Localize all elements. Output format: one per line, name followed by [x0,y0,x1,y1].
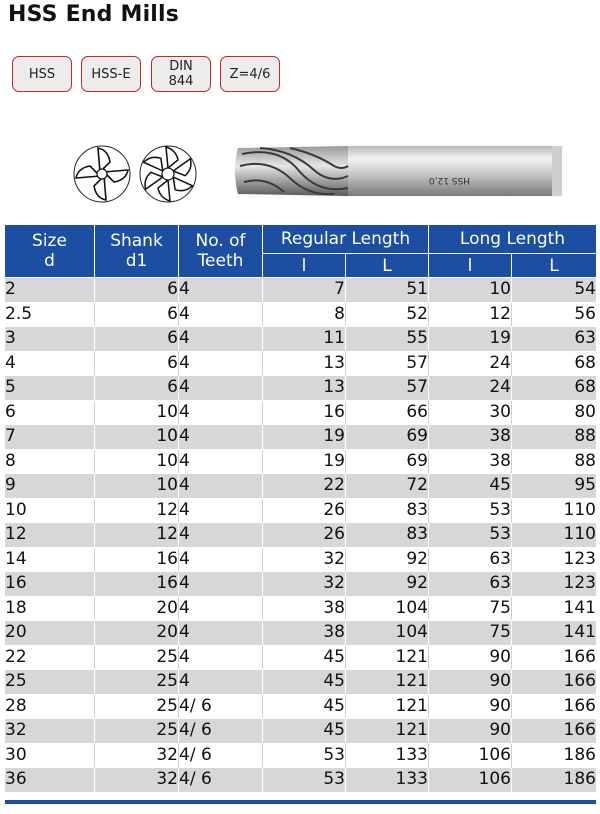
table-row [5,768,596,793]
cell-teeth: 4 [179,523,263,548]
cell-long-L: 68 [512,352,596,377]
cell-shank: 10 [95,474,179,499]
cell-regular-l: 19 [263,425,346,450]
cell-long-L: 95 [512,474,596,499]
cell-teeth: 4 [179,278,263,303]
cell-teeth: 4 [179,499,263,524]
table-row [5,376,596,401]
end-mill-4-flute-section-icon [74,146,130,202]
cell-long-l: 90 [429,695,512,720]
cell-teeth: 4 [179,352,263,377]
cell-regular-l: 16 [263,401,346,426]
page-title: HSS End Mills [8,2,180,27]
header-size-line2: d [44,251,55,271]
cell-long-L: 141 [512,621,596,646]
cell-long-L: 166 [512,646,596,671]
cell-long-L: 80 [512,401,596,426]
cell-long-l: 53 [429,523,512,548]
badge-label: HSS [28,66,56,82]
cell-regular-L: 83 [346,523,429,548]
cell-regular-L: 57 [346,352,429,377]
cell-long-L: 166 [512,695,596,720]
table-row [5,597,596,622]
cell-teeth: 4/ 6 [179,719,263,744]
cell-shank: 6 [95,352,179,377]
cell-teeth: 4 [179,425,263,450]
cell-long-L: 88 [512,425,596,450]
cell-regular-l: 13 [263,352,346,377]
end-mill-6-flute-section-icon [140,146,197,202]
cell-shank: 12 [95,523,179,548]
cell-regular-l: 45 [263,695,346,720]
cell-regular-l: 32 [263,572,346,597]
cell-shank: 32 [95,768,179,793]
tool-engraving: HSS 12,0 [428,175,470,185]
header-size-line1: Size [32,231,67,251]
cell-regular-l: 11 [263,327,346,352]
cell-regular-L: 121 [346,646,429,671]
cell-long-l: 38 [429,425,512,450]
cell-regular-L: 72 [346,474,429,499]
cell-long-L: 186 [512,768,596,793]
header-teeth-line1: No. of [195,231,246,251]
cell-teeth: 4 [179,548,263,573]
cell-long-l: 90 [429,670,512,695]
cell-long-l: 10 [429,278,512,303]
table-row [5,646,596,671]
cell-regular-L: 121 [346,670,429,695]
cell-size: 14 [5,548,95,573]
header-teeth-line2: Teeth [197,251,244,271]
cell-size: 20 [5,621,95,646]
cell-long-l: 90 [429,646,512,671]
cell-teeth: 4 [179,646,263,671]
cell-long-l: 90 [429,719,512,744]
header-long-length: Long Length [429,225,596,254]
badge-hss-e [81,56,141,92]
cell-shank: 6 [95,327,179,352]
cell-regular-L: 69 [346,450,429,475]
cell-size: 8 [5,450,95,475]
cell-teeth: 4 [179,327,263,352]
cell-size: 36 [5,768,95,793]
table-row [5,670,596,695]
end-mill-side-view-image [230,136,575,206]
table-row [5,548,596,573]
badge-label: HSS-E [91,66,131,82]
cell-teeth: 4 [179,597,263,622]
table-row [5,425,596,450]
cell-teeth: 4 [179,303,263,328]
header-regular-l: l [263,254,346,278]
cell-regular-L: 121 [346,719,429,744]
cell-long-l: 30 [429,401,512,426]
cell-long-l: 24 [429,376,512,401]
cell-size: 22 [5,646,95,671]
cell-long-l: 38 [429,450,512,475]
spec-table [5,225,596,793]
table-row [5,499,596,524]
badge-teeth [220,56,280,92]
cell-regular-l: 13 [263,376,346,401]
cell-regular-l: 22 [263,474,346,499]
cell-regular-L: 69 [346,425,429,450]
cell-long-L: 141 [512,597,596,622]
cell-size: 9 [5,474,95,499]
cell-regular-l: 8 [263,303,346,328]
cell-regular-L: 133 [346,744,429,769]
badge-din [151,56,211,92]
cell-shank: 10 [95,450,179,475]
cell-shank: 12 [95,499,179,524]
cell-shank: 16 [95,572,179,597]
cell-shank: 16 [95,548,179,573]
badge-label-line1: DIN [169,59,193,74]
cell-size: 3 [5,327,95,352]
cell-regular-L: 66 [346,401,429,426]
header-shank-line1: Shank [110,231,163,251]
cell-shank: 10 [95,425,179,450]
cell-regular-L: 57 [346,376,429,401]
cell-shank: 10 [95,401,179,426]
header-teeth [179,225,263,278]
cell-long-L: 54 [512,278,596,303]
cell-size: 6 [5,401,95,426]
cell-size: 2 [5,278,95,303]
cell-long-L: 166 [512,719,596,744]
cell-shank: 6 [95,376,179,401]
table-row [5,523,596,548]
cell-regular-l: 45 [263,646,346,671]
cell-long-L: 88 [512,450,596,475]
cell-size: 12 [5,523,95,548]
cell-shank: 20 [95,597,179,622]
cell-size: 5 [5,376,95,401]
cell-long-L: 166 [512,670,596,695]
cell-shank: 25 [95,695,179,720]
cell-regular-L: 51 [346,278,429,303]
table-row [5,621,596,646]
header-size [5,225,95,278]
cell-long-l: 63 [429,548,512,573]
table-row [5,474,596,499]
table-row [5,450,596,475]
cell-long-l: 12 [429,303,512,328]
cell-regular-l: 32 [263,548,346,573]
cell-regular-l: 53 [263,744,346,769]
cell-teeth: 4/ 6 [179,744,263,769]
cell-regular-L: 133 [346,768,429,793]
cell-teeth: 4 [179,621,263,646]
cell-long-l: 75 [429,621,512,646]
cell-long-l: 45 [429,474,512,499]
cell-shank: 25 [95,670,179,695]
table-row [5,572,596,597]
cell-regular-L: 52 [346,303,429,328]
table-header-row [5,225,596,254]
table-row [5,327,596,352]
table-row [5,695,596,720]
cell-size: 18 [5,597,95,622]
cell-regular-L: 104 [346,597,429,622]
cell-regular-L: 83 [346,499,429,524]
cell-shank: 6 [95,278,179,303]
table-body [5,278,596,793]
cell-regular-l: 45 [263,670,346,695]
cell-long-L: 110 [512,499,596,524]
cell-regular-l: 38 [263,597,346,622]
cell-long-L: 123 [512,572,596,597]
cell-long-L: 68 [512,376,596,401]
cell-long-L: 63 [512,327,596,352]
cell-size: 25 [5,670,95,695]
flute-section-icons [70,142,200,206]
cell-size: 30 [5,744,95,769]
cell-regular-l: 53 [263,768,346,793]
table-row [5,278,596,303]
cell-shank: 25 [95,646,179,671]
header-long-L: L [512,254,596,278]
cell-teeth: 4 [179,450,263,475]
cell-regular-L: 121 [346,695,429,720]
cell-teeth: 4 [179,474,263,499]
cell-regular-l: 7 [263,278,346,303]
cell-long-L: 56 [512,303,596,328]
cell-regular-l: 45 [263,719,346,744]
cell-long-L: 123 [512,548,596,573]
table-row [5,744,596,769]
cell-regular-l: 26 [263,523,346,548]
cell-size: 28 [5,695,95,720]
table-row [5,352,596,377]
cell-regular-L: 92 [346,572,429,597]
cell-teeth: 4 [179,376,263,401]
badge-label: Z=4/6 [229,66,271,82]
header-shank [95,225,179,278]
badge-label-line2: 844 [168,74,194,89]
cell-teeth: 4 [179,572,263,597]
cell-shank: 20 [95,621,179,646]
cell-size: 7 [5,425,95,450]
cell-regular-l: 19 [263,450,346,475]
header-regular-length: Regular Length [263,225,429,254]
cell-long-L: 110 [512,523,596,548]
cell-long-l: 19 [429,327,512,352]
cell-long-l: 24 [429,352,512,377]
cell-size: 32 [5,719,95,744]
header-regular-L: L [346,254,429,278]
cell-long-L: 186 [512,744,596,769]
cell-teeth: 4 [179,401,263,426]
cell-shank: 6 [95,303,179,328]
cell-shank: 32 [95,744,179,769]
table-row [5,303,596,328]
cell-teeth: 4/ 6 [179,768,263,793]
cell-regular-l: 38 [263,621,346,646]
cell-long-l: 75 [429,597,512,622]
cell-regular-l: 26 [263,499,346,524]
cell-size: 10 [5,499,95,524]
cell-teeth: 4/ 6 [179,695,263,720]
cell-size: 2.5 [5,303,95,328]
cell-regular-L: 55 [346,327,429,352]
cell-regular-L: 104 [346,621,429,646]
cell-size: 4 [5,352,95,377]
cell-long-l: 53 [429,499,512,524]
bottom-bar [5,800,596,804]
cell-long-l: 63 [429,572,512,597]
badge-hss [12,56,72,92]
cell-teeth: 4 [179,670,263,695]
cell-long-l: 106 [429,768,512,793]
cell-regular-L: 92 [346,548,429,573]
header-long-l: l [429,254,512,278]
cell-size: 16 [5,572,95,597]
table-row [5,401,596,426]
header-shank-line2: d1 [125,251,148,271]
cell-long-l: 106 [429,744,512,769]
cell-shank: 25 [95,719,179,744]
table-row [5,719,596,744]
